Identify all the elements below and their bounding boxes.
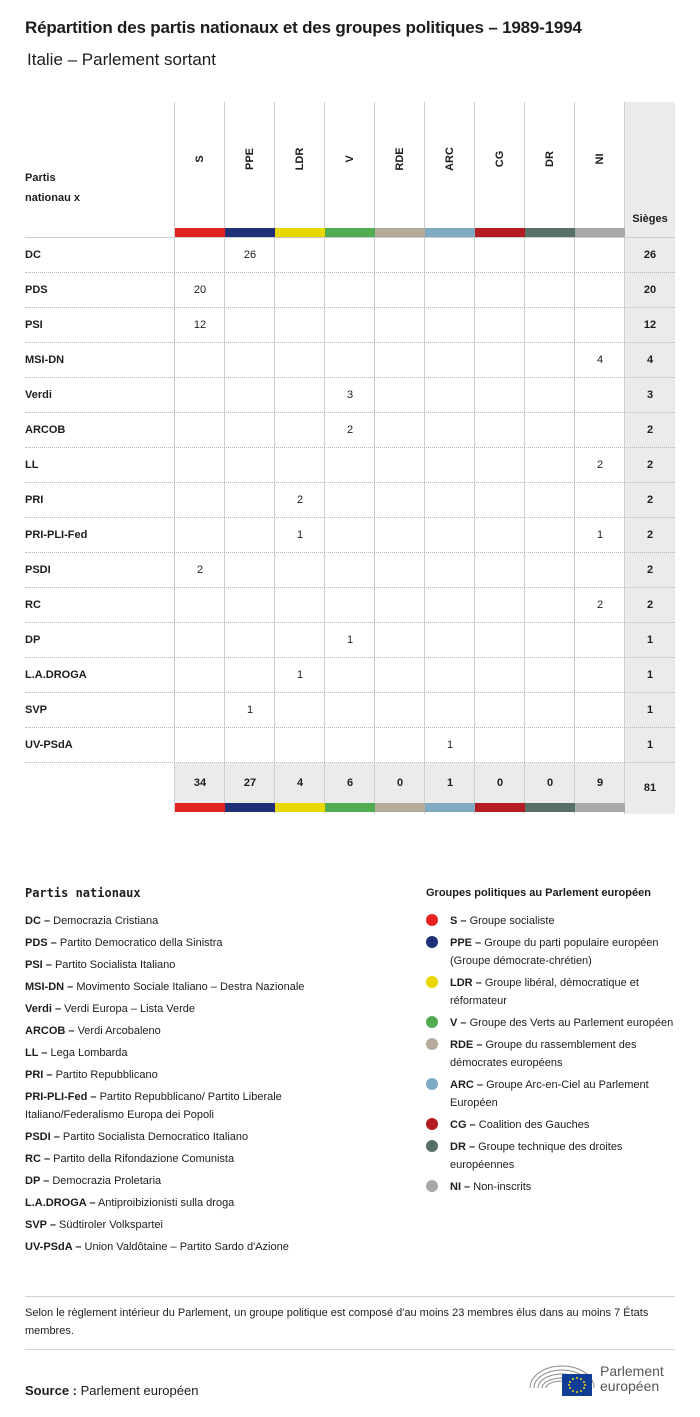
group-total: 27 xyxy=(243,777,257,789)
group-legend-abbr: LDR – xyxy=(450,977,482,989)
seat-cell: 2 xyxy=(596,459,604,471)
column-divider xyxy=(424,102,425,814)
group-legend-item xyxy=(426,1014,676,1032)
group-legend-abbr: CG – xyxy=(450,1119,476,1131)
header-divider xyxy=(25,237,675,238)
source-value: Parlement européen xyxy=(80,1383,199,1398)
group-legend-item xyxy=(426,1138,676,1174)
row-party-label: PSDI xyxy=(25,564,51,576)
column-divider xyxy=(374,102,375,814)
seat-cell: 1 xyxy=(246,704,254,716)
group-color-dot-icon xyxy=(426,1118,438,1130)
group-color-bar-top xyxy=(425,228,475,237)
row-party-label: MSI-DN xyxy=(25,354,65,366)
party-legend-abbr: Verdi – xyxy=(25,1003,62,1015)
row-total-seats: 2 xyxy=(646,529,654,541)
parliament-logo xyxy=(528,1358,678,1398)
group-total: 0 xyxy=(396,777,404,789)
row-divider xyxy=(25,377,675,378)
group-color-dot-icon xyxy=(426,976,438,988)
party-legend-name: Verdi Europa – Lista Verde xyxy=(61,1003,196,1015)
seat-cell: 1 xyxy=(296,529,304,541)
row-total-seats: 20 xyxy=(643,284,657,296)
group-header-dr: DR xyxy=(544,151,556,167)
party-legend-item xyxy=(25,1000,355,1018)
row-divider xyxy=(25,622,675,623)
row-total-seats: 2 xyxy=(646,424,654,436)
row-total-seats: 3 xyxy=(646,389,654,401)
group-legend-name: Groupe libéral, démocratique et réformateur xyxy=(450,977,639,1007)
party-legend-name: Democrazia Proletaria xyxy=(49,1175,162,1187)
party-legend-name: Partito Repubblicano xyxy=(52,1069,158,1081)
party-legend-item xyxy=(25,1150,355,1168)
group-color-bar-top xyxy=(225,228,275,237)
page-subtitle: Italie – Parlement sortant xyxy=(27,50,216,69)
row-party-label: UV-PSdA xyxy=(25,739,73,751)
seat-cell: 1 xyxy=(296,669,304,681)
row-divider xyxy=(25,657,675,658)
row-total-seats: 1 xyxy=(646,704,654,716)
party-legend-item xyxy=(25,1066,355,1084)
group-color-dot-icon xyxy=(426,936,438,948)
party-legend-abbr: L.A.DROGA – xyxy=(25,1197,96,1209)
row-total-seats: 2 xyxy=(646,494,654,506)
seat-cell: 2 xyxy=(596,599,604,611)
seat-cell: 3 xyxy=(346,389,354,401)
row-divider xyxy=(25,272,675,273)
seat-cell: 2 xyxy=(346,424,354,436)
logo-line-2: européen xyxy=(600,1378,660,1394)
row-total-seats: 12 xyxy=(643,319,657,331)
group-legend-name: Groupe Arc-en-Ciel au Parlement Européen xyxy=(450,1079,649,1109)
group-color-bar-bottom xyxy=(275,803,325,812)
group-header-rde: RDE xyxy=(394,147,406,171)
row-divider xyxy=(25,307,675,308)
row-total-seats: 2 xyxy=(646,564,654,576)
group-total: 1 xyxy=(446,777,454,789)
row-total-seats: 4 xyxy=(646,354,654,366)
party-legend-item xyxy=(25,978,355,996)
row-total-seats: 1 xyxy=(646,669,654,681)
grand-total: 81 xyxy=(643,782,657,794)
group-color-bar-bottom xyxy=(175,803,225,812)
party-legend-item xyxy=(25,1238,355,1256)
row-party-label: PRI-PLI-Fed xyxy=(25,529,88,541)
party-legend-name: Lega Lombarda xyxy=(47,1047,128,1059)
group-total: 0 xyxy=(496,777,504,789)
group-total: 9 xyxy=(596,777,604,789)
seat-cell: 1 xyxy=(346,634,354,646)
party-legend-item xyxy=(25,1172,355,1190)
group-legend xyxy=(426,912,676,1200)
party-legend-item xyxy=(25,1128,355,1146)
row-divider xyxy=(25,587,675,588)
group-legend-name: Non-inscrits xyxy=(470,1181,532,1193)
party-legend-name: Verdi Arcobaleno xyxy=(74,1025,161,1037)
group-legend-abbr: ARC – xyxy=(450,1079,484,1091)
group-legend-item xyxy=(426,934,676,970)
group-legend-name: Groupe technique des droites européennes xyxy=(450,1141,623,1171)
party-legend-name: Partito Repubblicano/ Partito Liberale Italiano/Federalismo Europa dei Popoli xyxy=(25,1091,282,1121)
page-title: Répartition des partis nationaux et des groupes politiques – 1989-1994 xyxy=(25,18,582,37)
party-legend-abbr: PRI – xyxy=(25,1069,53,1081)
group-header-ni: NI xyxy=(594,153,606,165)
source-line xyxy=(25,1383,198,1398)
row-divider xyxy=(25,727,675,728)
seat-cell: 1 xyxy=(446,739,454,751)
seat-cell: 26 xyxy=(243,249,257,261)
column-divider xyxy=(524,102,525,814)
seat-cell: 2 xyxy=(196,564,204,576)
row-divider xyxy=(25,342,675,343)
party-legend-name: Movimento Sociale Italiano – Destra Nazionale xyxy=(73,981,305,993)
party-legend-item xyxy=(25,1194,355,1212)
group-color-dot-icon xyxy=(426,914,438,926)
row-party-label: RC xyxy=(25,599,41,611)
logo-line-1: Parlement xyxy=(600,1363,664,1379)
row-divider xyxy=(25,482,675,483)
seat-cell: 20 xyxy=(193,284,207,296)
group-color-dot-icon xyxy=(426,1180,438,1192)
party-legend-item xyxy=(25,1022,355,1040)
party-legend-item xyxy=(25,934,355,952)
seat-cell: 1 xyxy=(596,529,604,541)
group-legend-name: Groupe socialiste xyxy=(466,915,555,927)
column-divider xyxy=(324,102,325,814)
group-color-bar-bottom xyxy=(375,803,425,812)
group-color-bar-top xyxy=(525,228,575,237)
group-color-bar-top xyxy=(325,228,375,237)
group-legend-abbr: PPE – xyxy=(450,937,482,949)
group-header-s: S xyxy=(194,155,206,163)
group-legend-item xyxy=(426,1178,676,1196)
row-party-label: LL xyxy=(25,459,39,471)
group-header-arc: ARC xyxy=(444,147,456,171)
group-legend-item xyxy=(426,912,676,930)
group-legend-name: Groupe des Verts au Parlement européen xyxy=(466,1017,674,1029)
row-divider xyxy=(25,447,675,448)
party-legend-name: Partito Democratico della Sinistra xyxy=(56,937,223,949)
hemicycle-eu-flag-icon xyxy=(528,1358,598,1398)
group-total: 34 xyxy=(193,777,207,789)
party-legend-name: Partito Socialista Democratico Italiano xyxy=(59,1131,249,1143)
party-legend-name: Antiproibizionisti sulla droga xyxy=(95,1197,235,1209)
group-header-ppe: PPE xyxy=(244,148,256,171)
row-total-seats: 2 xyxy=(646,599,654,611)
group-color-bar-bottom xyxy=(225,803,275,812)
group-color-bar-bottom xyxy=(475,803,525,812)
row-total-seats: 26 xyxy=(643,249,657,261)
group-legend-abbr: V – xyxy=(450,1017,467,1029)
row-divider xyxy=(25,412,675,413)
group-legend-abbr: NI – xyxy=(450,1181,471,1193)
party-legend-item xyxy=(25,1044,355,1062)
row-party-label: PDS xyxy=(25,284,48,296)
group-total: 6 xyxy=(346,777,354,789)
party-legend-abbr: RC – xyxy=(25,1153,51,1165)
row-party-label: PSI xyxy=(25,319,43,331)
group-color-bar-bottom xyxy=(325,803,375,812)
row-party-label: PRI xyxy=(25,494,44,506)
group-header-cg: CG xyxy=(494,150,506,168)
divider xyxy=(25,1349,675,1350)
group-header-v: V xyxy=(344,155,356,163)
column-divider xyxy=(174,102,175,814)
party-legend xyxy=(25,912,355,1260)
row-party-label: DP xyxy=(25,634,41,646)
row-party-label: ARCOB xyxy=(25,424,66,436)
group-color-dot-icon xyxy=(426,1016,438,1028)
party-legend-item xyxy=(25,1216,355,1234)
party-legend-abbr: UV-PSdA – xyxy=(25,1241,82,1253)
group-legend-name: Coalition des Gauches xyxy=(475,1119,590,1131)
seat-distribution-table xyxy=(25,102,675,814)
sieges-column-header: Sièges xyxy=(632,213,668,225)
party-column-header: Partis nationau x xyxy=(25,172,81,204)
party-legend-abbr: PRI-PLI-Fed – xyxy=(25,1091,97,1103)
party-legend-abbr: DP – xyxy=(25,1175,50,1187)
party-legend-abbr: PDS – xyxy=(25,937,57,949)
group-legend-name: Groupe du rassemblement des démocrates européens xyxy=(450,1039,637,1069)
party-legend-abbr: PSDI – xyxy=(25,1131,60,1143)
group-legend-item xyxy=(426,974,676,1010)
party-legend-item xyxy=(25,956,355,974)
party-legend-abbr: PSI – xyxy=(25,959,52,971)
group-color-bar-top xyxy=(575,228,625,237)
party-legend-abbr: ARCOB – xyxy=(25,1025,75,1037)
row-party-label: SVP xyxy=(25,704,48,716)
group-color-bar-top xyxy=(275,228,325,237)
row-divider xyxy=(25,692,675,693)
party-legend-abbr: DC – xyxy=(25,915,51,927)
group-color-bar-bottom xyxy=(525,803,575,812)
row-total-seats: 1 xyxy=(646,634,654,646)
row-divider xyxy=(25,762,675,763)
party-legend-abbr: MSI-DN – xyxy=(25,981,74,993)
party-legend-item xyxy=(25,912,355,930)
row-total-seats: 1 xyxy=(646,739,654,751)
seat-cell: 4 xyxy=(596,354,604,366)
group-color-dot-icon xyxy=(426,1038,438,1050)
group-color-bar-top xyxy=(175,228,225,237)
row-party-label: DC xyxy=(25,249,41,261)
group-legend-item xyxy=(426,1076,676,1112)
group-color-bar-top xyxy=(375,228,425,237)
source-label: Source : xyxy=(25,1383,78,1398)
row-divider xyxy=(25,552,675,553)
group-legend-abbr: S – xyxy=(450,915,467,927)
group-total: 4 xyxy=(296,777,304,789)
group-legend-abbr: RDE – xyxy=(450,1039,483,1051)
group-header-ldr: LDR xyxy=(294,147,306,171)
party-legend-name: Union Valdôtaine – Partito Sardo d'Azione xyxy=(81,1241,289,1253)
party-legend-name: Democrazia Cristiana xyxy=(50,915,159,927)
party-legend-item xyxy=(25,1088,355,1124)
group-color-bar-bottom xyxy=(425,803,475,812)
party-legend-name: Partito della Rifondazione Comunista xyxy=(50,1153,235,1165)
seat-cell: 2 xyxy=(296,494,304,506)
party-legend-abbr: SVP – xyxy=(25,1219,56,1231)
group-legend-abbr: DR – xyxy=(450,1141,476,1153)
group-legend-item xyxy=(426,1036,676,1072)
group-color-bar-bottom xyxy=(575,803,625,812)
footnote: Selon le règlement intérieur du Parlement, un groupe politique est composé d'au moins 23 membres élus dans au moins 7 États membres. xyxy=(25,1307,649,1337)
party-legend-name: Südtiroler Volkspartei xyxy=(56,1219,163,1231)
party-legend-title: Partis nationaux xyxy=(25,886,141,900)
party-legend-abbr: LL – xyxy=(25,1047,48,1059)
divider xyxy=(25,1296,675,1297)
row-party-label: L.A.DROGA xyxy=(25,669,87,681)
seat-cell: 12 xyxy=(193,319,207,331)
group-legend-name: Groupe du parti populaire européen (Groupe démocrate-chrétien) xyxy=(450,937,659,967)
column-divider xyxy=(474,102,475,814)
group-legend-title: Groupes politiques au Parlement européen xyxy=(426,887,651,899)
group-total: 0 xyxy=(546,777,554,789)
party-legend-name: Partito Socialista Italiano xyxy=(51,959,176,971)
group-legend-item xyxy=(426,1116,676,1134)
group-color-dot-icon xyxy=(426,1078,438,1090)
group-color-dot-icon xyxy=(426,1140,438,1152)
row-divider xyxy=(25,517,675,518)
row-total-seats: 2 xyxy=(646,459,654,471)
group-color-bar-top xyxy=(475,228,525,237)
row-party-label: Verdi xyxy=(25,389,52,401)
logo-text xyxy=(600,1364,664,1394)
